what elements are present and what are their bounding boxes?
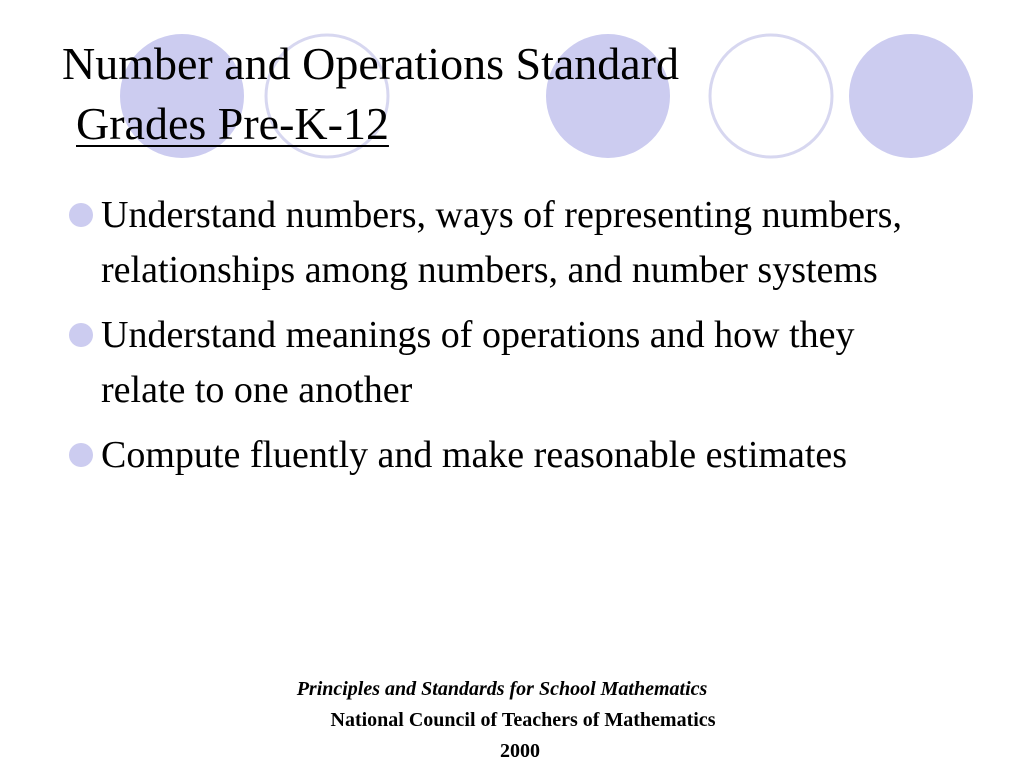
- bullet-dot-icon: [69, 323, 93, 347]
- bullet-text: Compute fluently and make reasonable estimates: [101, 434, 848, 476]
- bullet-dot-icon: [69, 443, 93, 467]
- bullet-item: [64, 428, 944, 483]
- bullet-item: [64, 188, 944, 298]
- title-line-2: [62, 94, 962, 154]
- slide-title: [62, 34, 962, 154]
- bullet-list: [64, 188, 944, 493]
- bullet-text: Understand numbers, ways of representing numbers, relationships among numbers, and number systems: [101, 194, 902, 291]
- bullet-dot-icon: [69, 203, 93, 227]
- bullet-text: Understand meanings of operations and how they relate to one another: [101, 314, 855, 411]
- citation-title: Principles and Standards for School Mathematics: [296, 678, 708, 700]
- citation: [220, 674, 820, 767]
- title-line-1: Number and Operations Standard: [62, 38, 680, 89]
- bullet-item: [64, 308, 944, 418]
- title-subtitle-underlined: Grades Pre-K-12: [76, 98, 389, 149]
- citation-year: 2000: [500, 740, 540, 762]
- citation-organization: National Council of Teachers of Mathematics: [330, 709, 716, 731]
